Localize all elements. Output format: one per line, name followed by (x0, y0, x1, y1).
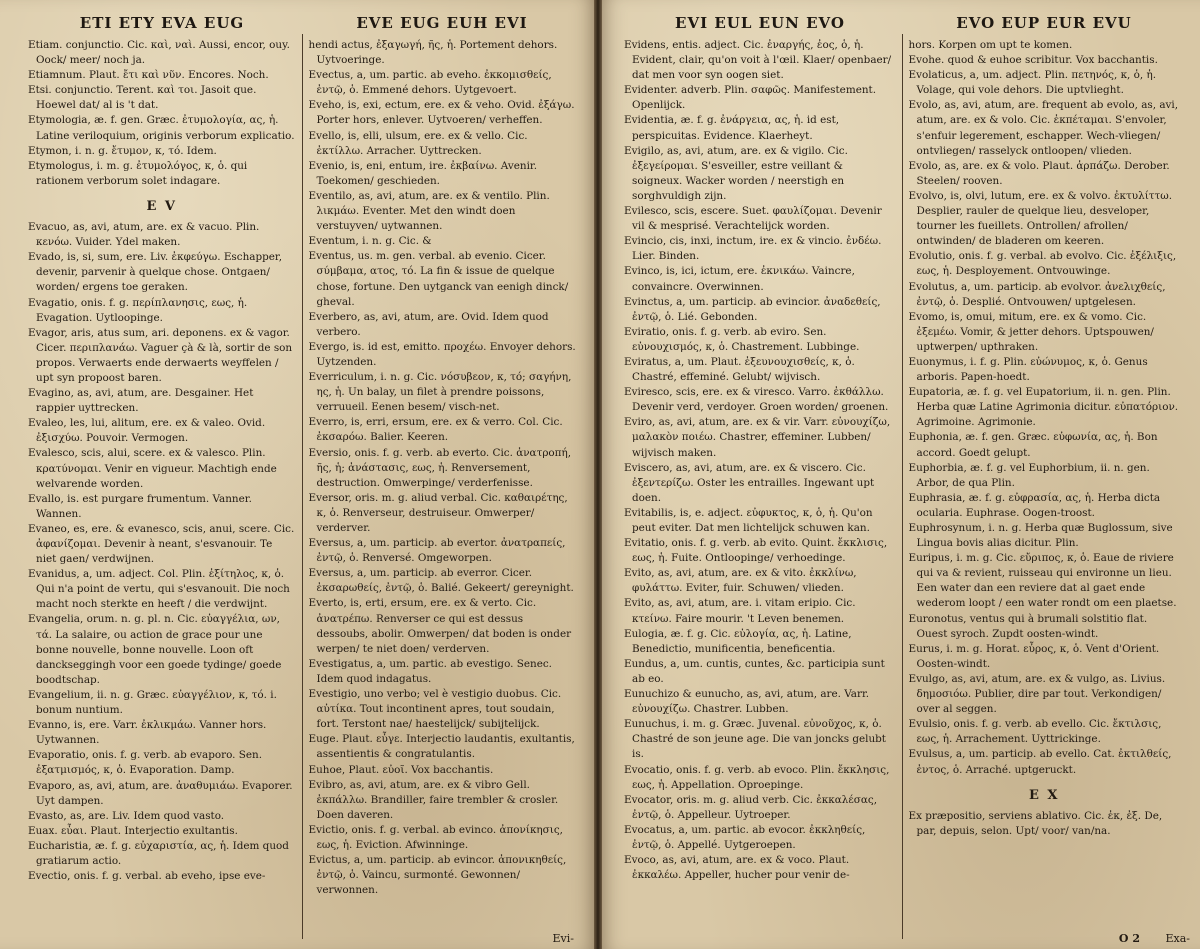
dictionary-entry: Evasto, as, are. Liv. Idem quod vasto. (28, 809, 225, 822)
dictionary-entry: Etiamnum. Plaut. ἔτι καὶ νῦν. Encores. Noch. (28, 69, 269, 82)
dictionary-entry: Everro, is, erri, ersum, ere. ex & verro. Col. Cic. ἐκσαρόω. Balier. Keeren. (308, 416, 563, 444)
dictionary-entry: Etymon, i. n. g. ἔτυμον, κ, τό. Idem. (28, 144, 217, 157)
dictionary-entry: Etymologus, i. m. g. ἐτυμολόγος, κ, ὁ. qui rationem verborum solet indagare. (28, 159, 248, 187)
dictionary-entry: Evoco, as, avi, atum, are. ex & voco. Plaut. ἐκκαλέω. Appeller, hucher pour venir de- (624, 854, 850, 882)
dictionary-entry: Euripus, i. m. g. Cic. εὔριπος, κ, ὁ. Eaue de riviere qui va & revient, ruisseau qui environne un lieu. Een water dan een reviere dat al gaet ende wederom loopt / een water rondt om een plaetse. (908, 552, 1177, 610)
right-column-2 (902, 34, 1187, 939)
left-page-header (22, 14, 582, 34)
dictionary-entry: Evagatio, onis. f. g. περίπλανησις, εως, ἡ. Evagation. Uytloopinge. (28, 296, 248, 324)
dictionary-entry: Eunuchizo & eunucho, as, avi, atum, are. Varr. εὐνουχίζω. Chastrer. Lubben. (624, 688, 870, 716)
dictionary-entry: Evaporatio, onis. f. g. verb. ab evaporo. Sen. ἐξατμισμός, κ, ὁ. Evaporation. Damp. (28, 749, 263, 777)
dictionary-entry: Evectus, a, um. partic. ab eveho. ἐκκομισθείς, ἐντῷ, ὁ. Emmené dehors. Uytgevoert. (308, 69, 552, 97)
dictionary-entry: Euax. εὖαι. Plaut. Interjectio exultantis. (28, 824, 238, 837)
dictionary-entry: Evello, is, elli, ulsum, ere. ex & vello. Cic. ἐκτίλλω. Arracher. Uyttrecken. (308, 129, 528, 157)
dictionary-entry: Evenio, is, eni, entum, ire. ἐκβαίνω. Avenir. Toekomen/ geschieden. (308, 159, 538, 187)
dictionary-entry: Eveho, is, exi, ectum, ere. ex & veho. Ovid. ἐξάγω. Porter hors, enlever. Uytvoeren/ verheffen. (308, 99, 575, 127)
dictionary-entry: Evilesco, scis, escere. Suet. φαυλίζομαι. Devenir vil & mesprisé. Verachtelijck worden. (624, 205, 882, 233)
dictionary-entry: Evangelia, orum. n. g. pl. n. Cic. εὐαγγέλια, ων, τά. La salaire, ou action de grace pour une bonne nouvelle, bonne nouvelle. Loon oft danckseggingh voor een goede tydinge/ goede boodtschap. (28, 613, 282, 686)
dictionary-entry: Etiam. conjunctio. Cic. καὶ, ναὶ. Aussi, encor, ouy. Oock/ meer/ noch ja. (28, 39, 290, 67)
left-column-1 (22, 34, 302, 939)
dictionary-entry: Evaleo, les, lui, alitum, ere. ex & valeo. Ovid. ἐξισχύω. Pouvoir. Vermogen. (28, 417, 266, 445)
dictionary-entry: Everbero, as, avi, atum, are. Ovid. Idem quod verbero. (308, 310, 549, 338)
dictionary-entry: Evectio, onis. f. g. verbal. ab eveho, ipse eve- (28, 870, 266, 883)
dictionary-entry: Evolutus, a, um. particip. ab evolvor. ἀνελιχθείς, ἐντῷ, ὁ. Desplié. Ontvouwen/ uptgelesen. (908, 280, 1166, 308)
right-page (598, 0, 1200, 949)
dictionary-entry: Eventilo, as, avi, atum, are. ex & ventilo. Plin. λικμάω. Eventer. Met den windt doen verstuyven/ uytwannen. (308, 189, 550, 233)
dictionary-entry: Eversio, onis. f. g. verb. ab everto. Cic. ἀνατροπή, ῆς, ἡ; ἀνάστασις, εως, ἡ. Renversement, destruction. Omwerpinge/ verderfenisse. (308, 446, 572, 489)
dictionary-entry: Evalesco, scis, alui, scere. ex & valesco. Plin. κρατύνομαι. Venir en vigueur. Machtigh ende welvarende worden. (28, 447, 277, 490)
dictionary-entry: Eucharistia, æ. f. g. εὐχαριστία, ας, ἡ. Idem quod gratiarum actio. (28, 839, 289, 867)
section-heading: E V (146, 198, 178, 214)
running-head-left-col2: EVE EUG EUH EVI (356, 14, 528, 32)
dictionary-entry: Evergo, is. id est, emitto. προχέω. Envoyer dehors. Uytzenden. (308, 340, 576, 368)
dictionary-entry: Evinco, is, ici, ictum, ere. ἐκνικάω. Vaincre, convaincre. Overwinnen. (624, 265, 855, 293)
signature-mark: O 2 (1118, 932, 1140, 945)
dictionary-entry: Etsi. conjunctio. Terent. καὶ τοι. Jasoit que. Hoewel dat/ al is 't dat. (28, 84, 257, 112)
dictionary-entry: Evulsio, onis. f. g. verb. ab evello. Cic. ἔκτιλσις, εως, ἡ. Arrachement. Uyttrickinge. (908, 718, 1162, 746)
dictionary-entry: Eviresco, scis, ere. ex & viresco. Varro. ἐκθάλλω. Devenir verd, verdoyer. Groen worden/ groenen. (624, 386, 889, 414)
dictionary-entry: Evagino, as, avi, atum, are. Desgainer. Het rappier uyttrecken. (28, 387, 254, 415)
dictionary-entry: Etymologia, æ. f. gen. Græc. ἐτυμολογία, ας, ἡ. Latine veriloquium, originis verborum explicatio. (28, 114, 295, 142)
dictionary-entry: Evibro, as, avi, atum, are. ex & vibro Gell. ἐκπάλλω. Brandiller, faire trembler & crosler. Doen daveren. (308, 778, 559, 821)
dictionary-entry: Evictio, onis. f. g. verbal. ab evinco. ἀπονίκησις, εως, ἡ. Eviction. Afwinninge. (308, 823, 563, 851)
dictionary-entry: Everto, is, erti, ersum, ere. ex & verto. Cic. ἀνατρέπω. Renverser ce qui est dessus dessoubs, abolir. Omwerpen/ dat boden is onder werpen/ te niet doen/ verderven. (308, 597, 572, 655)
dictionary-entry: hendi actus, ἐξαγωγή, ῆς, ἡ. Portement dehors. Uytvoeringe. (308, 39, 558, 67)
dictionary-entry: Evulgo, as, avi, atum, are. ex & vulgo, as. Livius. δημοσιόω. Publier, dire par tout. Verkondigen/ over al seggen. (908, 672, 1166, 716)
dictionary-entry: Evitabilis, is, e. adject. εὐφυκτος, κ, ὁ, ἡ. Qu'on peut eviter. Dat men lichtelijck schuwen kan. (624, 506, 873, 534)
dictionary-entry: Evanno, is, ere. Varr. ἐκλικμάω. Vanner hors. Uytwannen. (28, 719, 267, 747)
dictionary-entry: Evinctus, a, um. particip. ab evincior. ἀναδεθείς, ἐντῷ, ὁ. Lié. Gebonden. (624, 295, 881, 323)
dictionary-entry: Evestigatus, a, um. partic. ab evestigo. Senec. Idem quod indagatus. (308, 657, 552, 685)
left-column-2 (302, 34, 583, 939)
dictionary-entry: Euhoe, Plaut. εὐοῖ. Vox bacchantis. (308, 763, 494, 776)
dictionary-entry: Evocator, oris. m. g. aliud verb. Cic. ἐκκαλέσας, ἐντῷ, ὁ. Appelleur. Uytroeper. (624, 793, 877, 821)
dictionary-entry: Evacuo, as, avi, atum, are. ex & vacuo. Plin. κενόω. Vuider. Ydel maken. (28, 221, 260, 249)
dictionary-entry: Eunuchus, i. m. g. Græc. Juvenal. εὐνοῦχος, κ, ὁ. Chastré de son jeune age. Die van joncks gelubt is. (624, 718, 886, 761)
dictionary-entry: Evangelium, ii. n. g. Græc. εὐαγγέλιον, κ, τό. i. bonum nuntium. (28, 688, 277, 717)
dictionary-entry: Eversus, a, um. particip. ab everror. Cicer. ἐκσαρωθείς, ἐντῷ, ὁ. Balié. Gekeert/ gereynight. (308, 567, 574, 595)
dictionary-entry: Euphonia, æ. f. gen. Græc. εὐφωνία, ας, ἡ. Bon accord. Goedt gelupt. (908, 431, 1158, 459)
dictionary-entry: Euonymus, i. f. g. Plin. εὐώνυμος, κ, ὁ. Genus arboris. Papen-hoedt. (908, 355, 1148, 384)
dictionary-entry: Evomo, is, omui, mitum, ere. ex & vomo. Cic. ἐξεμέω. Vomir, & jetter dehors. Uptspouwen/ uptwerpen/ upthraken. (908, 310, 1154, 353)
dictionary-entry: Evaneo, es, ere. & evanesco, scis, anui, scere. Cic. ἀφανίζομαι. Devenir à neant, s'esvanouir. Te niet gaen/ verdwijnen. (28, 522, 295, 566)
dictionary-entry: Eversus, a, um. particip. ab evertor. ἀνατραπείς, ἐντῷ, ὁ. Renversé. Omgeworpen. (308, 537, 566, 565)
dictionary-entry: Eversor, oris. m. g. aliud verbal. Cic. καθαιρέτης, κ, ὁ. Renverseur, destruiseur. Omwerper/ verderver. (308, 491, 568, 534)
running-head-left-col1: ETI ETY EVA EUG (79, 14, 245, 32)
dictionary-entry: Euronotus, ventus qui à brumali solstitio flat. Ouest syroch. Zupdt oosten-windt. (908, 612, 1148, 640)
dictionary-entry: Eventus, us. m. gen. verbal. ab evenio. Cicer. σύμβαμα, ατος, τό. La fin & issue de quelque chose, fortune. Den uytganck van eenigh dinck/ gheval. (308, 250, 569, 308)
dictionary-entry: Evictus, a, um. particip. ab evincor. ἀπονικηθείς, ἐντῷ, ὁ. Vaincu, surmonté. Gewonnen/ verwonnen. (308, 854, 567, 897)
dictionary-entry: Evito, as, avi, atum, are. ex & vito. ἐκκλίνω, φυλάττω. Eviter, fuir. Schuwen/ vlieden. (624, 567, 857, 595)
dictionary-entry: Eviscero, as, avi, atum, are. ex & viscero. Cic. ἐξεντερίζω. Oster les entrailles. Ingewant upt doen. (624, 461, 875, 504)
dictionary-entry: Evidens, entis. adject. Cic. ἐναργής, ἐος, ὁ, ἡ. Evident, clair, qu'on voit à l'œil. Klaer/ openbaer/ dat men voor syn oogen siet. (624, 39, 892, 82)
dictionary-entry: Eviratus, a, um. Plaut. ἐξευνουχισθείς, κ, ὁ. Chastré, effeminé. Gelubt/ wijvisch. (624, 355, 855, 384)
dictionary-entry: Evolutio, onis. f. g. verbal. ab evolvo. Cic. ἐξέλιξις, εως, ἡ. Desployement. Ontvouwinge. (908, 250, 1177, 278)
dictionary-entry: Eundus, a, um. cuntis, cuntes, &c. participia sunt ab eo. (624, 657, 885, 685)
dictionary-entry: Evitatio, onis. f. g. verb. ab evito. Quint. ἔκκλισις, εως, ἡ. Fuite. Ontloopinge/ verhoedinge. (624, 537, 888, 565)
dictionary-entry: Evagor, aris, atus sum, ari. deponens. ex & vagor. Cicer. περιπλανάω. Vaguer çà & là, sortir de son propos. Verwaerts ende derwaerts weyffelen / upt syn propoost baren. (28, 326, 293, 384)
dictionary-entry: Eurus, i. m. g. Horat. εὖρος, κ, ὁ. Vent d'Orient. Oosten-windt. (908, 642, 1160, 670)
right-page-header (618, 14, 1186, 34)
dictionary-entry: Evidenter. adverb. Plin. σαφῶς. Manifestement. Openlijck. (624, 84, 877, 112)
dictionary-entry: Evito, as, avi, atum, are. i. vitam eripio. Cic. κτείνω. Faire mourir. 't Leven benemen. (624, 597, 856, 625)
dictionary-entry: Evocatus, a, um. partic. ab evocor. ἐκκληθείς, ἐντῷ, ὁ. Appellé. Uytgeroepen. (624, 823, 866, 851)
dictionary-entry: Evincio, cis, inxi, inctum, ire. ex & vincio. ἐνδέω. Lier. Binden. (624, 235, 882, 263)
catchword: Evi- (552, 932, 574, 945)
dictionary-entry: Eviratio, onis. f. g. verb. ab eviro. Sen. εὐνουχισμός, κ, ὁ. Chastrement. Lubbinge. (624, 325, 860, 353)
book-gutter (594, 0, 602, 949)
dictionary-entry: Evaporo, as, avi, atum, are. ἀναθυμιάω. Evaporer. Uyt dampen. (28, 779, 293, 807)
left-page (0, 0, 598, 949)
dictionary-entry: Evocatio, onis. f. g. verb. ab evoco. Plin. ἔκκλησις, εως, ἡ. Appellation. Oproepinge. (624, 763, 890, 791)
dictionary-entry: Evidentia, æ. f. g. ἐνάργεια, ας, ἡ. id est, perspicuitas. Evidence. Klaerheyt. (624, 114, 840, 142)
dictionary-entry: Euphrosynum, i. n. g. Herba quæ Buglossum, sive Lingua bovis alias dicitur. Plin. (908, 522, 1173, 550)
dictionary-entry: Euphrasia, æ. f. g. εὐφρασία, ας, ἡ. Herba dicta ocularia. Euphrase. Oogen-troost. (908, 491, 1161, 519)
dictionary-entry: Evulsus, a, um. particip. ab evello. Cat. ἐκτιλθείς, ἐντος, ὁ. Arraché. uptgeruckt. (908, 748, 1172, 776)
dictionary-entry: Eupatoria, æ. f. g. vel Eupatorium, ii. n. gen. Plin. Herba quæ Latine Agrimonia dicitur. εὐπατόριον. Agrimoine. Agrimonie. (908, 386, 1179, 429)
dictionary-entry: Eventum, i. n. g. Cic. & (308, 235, 432, 248)
dictionary-entry: Ex præpositio, serviens ablativo. Cic. ἐκ, ἐξ. De, par, depuis, selon. Upt/ voor/ van/na. (908, 809, 1163, 837)
dictionary-entry: Evolo, as, avi, atum, are. frequent ab evolo, as, avi, atum, are. ex & volo. Cic. ἐκπέταμαι. S'envoler, s'enfuir legerement, eschapper. Wech-vliegen/ ontvliegen/ rasselyck ontloopen/ vlieden. (908, 99, 1179, 157)
dictionary-entry: Evanidus, a, um. adject. Col. Plin. ἐξίτηλος, κ, ὁ. Qui n'a point de vertu, qui s'esvanouit. Die noch macht noch sterkte en heeft / die verdwijnt. (28, 568, 290, 611)
dictionary-entry: Evolaticus, a, um. adject. Plin. πετηνός, κ, ὁ, ἡ. Volage, qui vole dehors. Die uptvlieght. (908, 69, 1157, 97)
dictionary-entry: Everriculum, i. n. g. Cic. νόσυβεον, κ, τό; σαγήνη, ης, ἡ. Un balay, un filet à prendre poissons, verruueil. Eenen besem/ visch-net. (308, 371, 572, 414)
catchword: Exa- (1165, 932, 1190, 945)
dictionary-entry: Evohe. quod & euhoe scribitur. Vox bacchantis. (908, 54, 1158, 67)
dictionary-entry: Evallo, is. est purgare frumentum. Vanner. Wannen. (28, 492, 252, 520)
dictionary-entry: Evolo, as, are. ex & volo. Plaut. ἁρπάζω. Derober. Steelen/ rooven. (908, 159, 1170, 187)
running-head-right-col2: EVO EUP EUR EVU (956, 14, 1132, 32)
dictionary-entry: Euphorbia, æ. f. g. vel Euphorbium, ii. n. gen. Arbor, de qua Plin. (908, 461, 1150, 489)
dictionary-entry: Euge. Plaut. εὖγε. Interjectio laudantis, exultantis, assentientis & congratulantis. (308, 733, 575, 761)
dictionary-entry: Evestigio, uno verbo; vel è vestigio duobus. Cic. αὐτίκα. Tout incontinent apres, tout soudain, fort. Terstont nae/ haestelijck/ subijtelijck. (308, 688, 562, 731)
section-heading: E X (1028, 787, 1060, 803)
right-column-1 (618, 34, 902, 939)
dictionary-entry: Evigilo, as, avi, atum, are. ex & vigilo. Cic. ἐξεγείρομαι. S'esveiller, estre veillant & soigneux. Wacker worden / neerstigh en sorghvuldigh zijn. (624, 144, 848, 202)
dictionary-entry: hors. Korpen om upt te komen. (908, 39, 1073, 51)
running-head-right-col1: EVI EUL EUN EVO (675, 14, 845, 32)
dictionary-entry: Eviro, as, avi, atum, are. ex & vir. Varr. εὐνουχίζω, μαλακὸν ποιέω. Chastrer, effeminer. Lubben/ wijvisch maken. (624, 416, 891, 459)
dictionary-entry: Evolvo, is, olvi, lutum, ere. ex & volvo. ἐκτυλίττω. Desplier, rauler de quelque lieu, desveloper, tourner les fueillets. Ontrollen/ afrollen/ ontwinden/ de bladeren om keeren. (908, 189, 1173, 248)
dictionary-entry: Evado, is, si, sum, ere. Liv. ἐκφεύγω. Eschapper, devenir, parvenir à quelque chose. Ontgaen/ worden/ ergens toe geraken. (28, 251, 283, 294)
dictionary-entry: Eulogia, æ. f. g. Cic. εὐλογία, ας, ἡ. Latine, Benedictio, munificentia, beneficentia. (624, 627, 852, 655)
